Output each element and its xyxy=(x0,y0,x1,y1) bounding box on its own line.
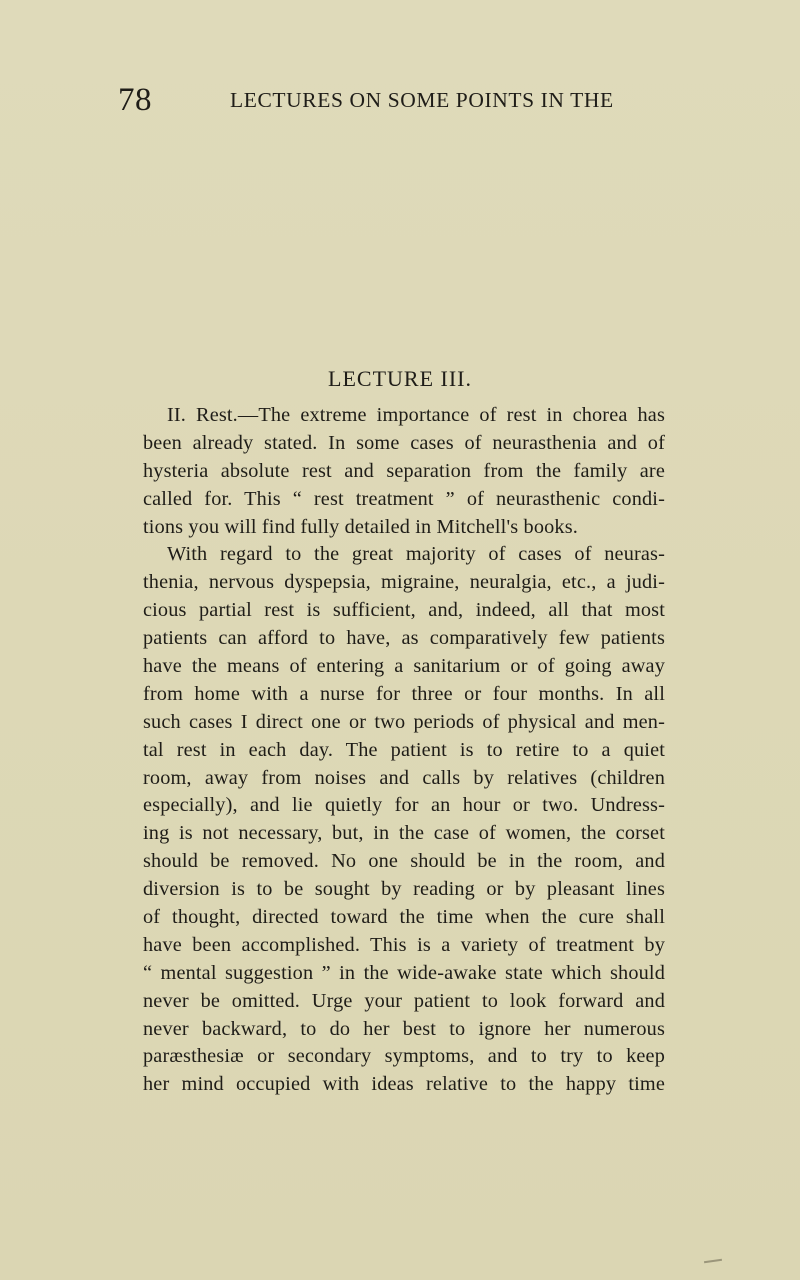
text-line: cious partial rest is sufficient, and, indeed, all that most xyxy=(143,599,665,622)
text-line: tal rest in each day. The patient is to retire to a quiet xyxy=(143,738,665,761)
running-title: LECTURES ON SOME POINTS IN THE xyxy=(230,88,614,112)
text-line: especially), and lie quietly for an hour or two. Undress- xyxy=(143,794,665,817)
text-line: been already stated. In some cases of neurasthenia and of xyxy=(143,431,665,454)
text-line: tions you will find fully detailed in Mitchell's books. xyxy=(143,515,578,538)
text-line: such cases I direct one or two periods of physical and men- xyxy=(143,710,665,733)
text-line: have been accomplished. This is a variety of treatment by xyxy=(143,933,665,956)
page-edge-mark xyxy=(704,1259,722,1263)
running-head xyxy=(118,82,638,118)
text-line: from home with a nurse for three or four months. In all xyxy=(143,682,665,705)
body-text xyxy=(143,402,665,1099)
text-line: room, away from noises and calls by relatives (children xyxy=(143,766,665,789)
text-line: never backward, to do her best to ignore her numerous xyxy=(143,1017,665,1040)
text-line: With regard to the great majority of cases of neuras- xyxy=(167,543,665,566)
text-line: should be removed. No one should be in the room, and xyxy=(143,850,665,873)
text-line: have the means of entering a sanitarium or of going away xyxy=(143,655,665,678)
text-line: “ mental suggestion ” in the wide-awake state which should xyxy=(143,961,665,984)
text-line: II. Rest.—The extreme importance of rest in chorea has xyxy=(167,404,665,426)
text-line: paræsthesiæ or secondary symptoms, and to try to keep xyxy=(143,1045,665,1068)
text-line: patients can afford to have, as comparatively few patients xyxy=(143,627,665,650)
text-line: thenia, nervous dyspepsia, migraine, neuralgia, etc., a judi- xyxy=(143,571,665,594)
text-line: diversion is to be sought by reading or by pleasant lines xyxy=(143,878,665,901)
text-line: hysteria absolute rest and separation from the family are xyxy=(143,459,665,482)
text-line: ing is not necessary, but, in the case of women, the corset xyxy=(143,822,665,845)
lecture-heading: LECTURE III. xyxy=(328,366,472,391)
page-number: 78 xyxy=(118,82,152,118)
text-line: her mind occupied with ideas relative to the happy time xyxy=(143,1073,665,1096)
text-line: called for. This “ rest treatment ” of neurasthenic condi- xyxy=(143,487,665,510)
text-line: never be omitted. Urge your patient to look forward and xyxy=(143,989,665,1012)
text-line: of thought, directed toward the time when the cure shall xyxy=(143,906,665,929)
